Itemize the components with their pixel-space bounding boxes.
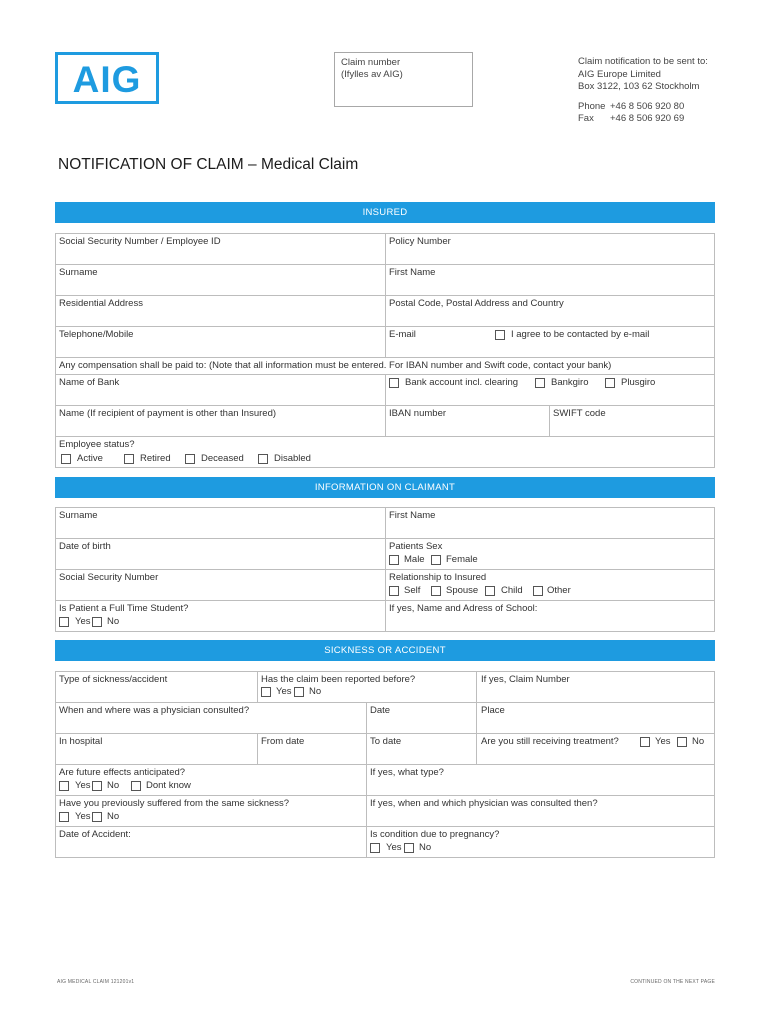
status-disabled-label: Disabled <box>274 453 311 464</box>
pregnancy-no-label: No <box>419 842 432 853</box>
future-dont-know-checkbox[interactable] <box>131 781 141 791</box>
footer-form-name: AIG MEDICAL CLAIM <box>57 979 110 985</box>
previous-physician-label: If yes, when and which physician was consulted then? <box>370 798 598 809</box>
future-yes-label: Yes <box>75 780 91 791</box>
plusgiro-checkbox[interactable] <box>605 378 615 388</box>
relationship-spouse-label: Spouse <box>446 585 479 596</box>
student-no-checkbox[interactable] <box>92 617 102 627</box>
claimant-ssn-label: Social Security Number <box>59 572 159 583</box>
physician-consulted-label: When and where was a physician consulted? <box>59 705 250 716</box>
sex-female-label: Female <box>446 554 478 565</box>
compensation-note: Any compensation shall be paid to: (Note that all information must be entered. For IBAN number and Swift code, contact your bank) <box>59 360 612 371</box>
future-effects-label: Are future effects anticipated? <box>59 767 186 778</box>
reported-yes-checkbox[interactable] <box>261 687 271 697</box>
future-no-label: No <box>107 780 120 791</box>
recipient-name-label: Name (If recipient of payment is other than Insured) <box>59 408 277 419</box>
previous-yes-label: Yes <box>75 811 91 822</box>
insured-phone-label: Telephone/Mobile <box>59 329 134 340</box>
claim-number-note: (Ifylles av AIG) <box>341 69 403 80</box>
status-deceased-checkbox[interactable] <box>185 454 195 464</box>
student-no-label: No <box>107 616 120 627</box>
claimant-firstname-label: First Name <box>389 510 436 521</box>
relationship-spouse-checkbox[interactable] <box>431 586 441 596</box>
consult-place-field[interactable] <box>476 702 715 734</box>
notify-company: AIG Europe Limited <box>578 68 661 80</box>
previous-sickness-label: Have you previously suffered from the same sickness? <box>59 798 290 809</box>
bank-account-label: Bank account incl. clearing <box>405 377 519 388</box>
footer-continued: CONTINUED ON THE NEXT PAGE <box>630 979 715 985</box>
status-retired-label: Retired <box>140 453 171 464</box>
pregnancy-label: Is condition due to pregnancy? <box>370 829 500 840</box>
insured-email-label: E-mail <box>389 329 416 340</box>
status-disabled-checkbox[interactable] <box>258 454 268 464</box>
reported-yes-label: Yes <box>276 686 292 697</box>
relationship-self-label: Self <box>404 585 421 596</box>
notify-title: Claim notification to be sent to: <box>578 56 708 67</box>
bank-name-label: Name of Bank <box>59 377 120 388</box>
claimant-relationship-label: Relationship to Insured <box>389 572 487 583</box>
future-dont-know-label: Dont know <box>146 780 191 791</box>
relationship-child-label: Child <box>501 585 523 596</box>
prior-claim-number-label: If yes, Claim Number <box>481 674 570 685</box>
accident-date-label: Date of Accident: <box>59 829 131 840</box>
future-no-checkbox[interactable] <box>92 781 102 791</box>
phone-label: Phone <box>578 100 606 112</box>
section-bar-claimant: INFORMATION ON CLAIMANT <box>55 477 715 498</box>
sex-male-checkbox[interactable] <box>389 555 399 565</box>
treatment-yes-checkbox[interactable] <box>640 737 650 747</box>
consult-date-label: Date <box>370 705 391 716</box>
insured-ssn-label: Social Security Number / Employee ID <box>59 236 221 247</box>
page-title: NOTIFICATION OF CLAIM – Medical Claim <box>58 156 359 173</box>
insured-firstname-label: First Name <box>389 267 436 278</box>
notify-phone <box>578 101 708 114</box>
notification-address <box>578 56 708 126</box>
section-bar-insured: INSURED <box>55 202 715 223</box>
reported-no-label: No <box>309 686 322 697</box>
iban-label: IBAN number <box>389 408 447 419</box>
relationship-other-label: Other <box>547 585 571 596</box>
insured-surname-label: Surname <box>59 267 98 278</box>
status-retired-checkbox[interactable] <box>124 454 134 464</box>
future-yes-checkbox[interactable] <box>59 781 69 791</box>
student-yes-label: Yes <box>75 616 91 627</box>
insured-surname-field[interactable] <box>55 264 386 296</box>
claim-number-label: Claim number <box>341 57 401 68</box>
status-active-label: Active <box>77 453 103 464</box>
bankgiro-checkbox[interactable] <box>535 378 545 388</box>
fax-value: +46 8 506 920 69 <box>610 113 685 124</box>
in-hospital-label: In hospital <box>59 736 103 747</box>
swift-label: SWIFT code <box>553 408 606 419</box>
notify-address: Box 3122, 103 62 Stockholm <box>578 81 700 92</box>
hospital-from-date-label: From date <box>261 736 305 747</box>
sex-male-label: Male <box>404 554 425 565</box>
previous-no-checkbox[interactable] <box>92 812 102 822</box>
student-yes-checkbox[interactable] <box>59 617 69 627</box>
section-bar-sickness: SICKNESS OR ACCIDENT <box>55 640 715 661</box>
relationship-self-checkbox[interactable] <box>389 586 399 596</box>
reported-before-label: Has the claim been reported before? <box>261 674 416 685</box>
status-deceased-label: Deceased <box>201 453 244 464</box>
claim-number-box[interactable] <box>334 52 473 107</box>
consult-place-label: Place <box>481 705 505 716</box>
claimant-surname-field[interactable] <box>55 507 386 539</box>
aig-logo: AIG <box>55 52 159 104</box>
treatment-no-label: No <box>692 736 705 747</box>
relationship-child-checkbox[interactable] <box>485 586 495 596</box>
future-effects-type-label: If yes, what type? <box>370 767 444 778</box>
hospital-to-date-label: To date <box>370 736 402 747</box>
pregnancy-yes-label: Yes <box>386 842 402 853</box>
bankgiro-label: Bankgiro <box>551 377 589 388</box>
claimant-student-label: Is Patient a Full Time Student? <box>59 603 189 614</box>
claimant-sex-label: Patients Sex <box>389 541 443 552</box>
still-treatment-label: Are you still receiving treatment? <box>481 736 619 747</box>
phone-value: +46 8 506 920 80 <box>610 100 685 112</box>
footer-form-code: 121201v1 <box>110 979 135 985</box>
footer-form-id <box>57 979 134 985</box>
insured-address-label: Residential Address <box>59 298 143 309</box>
agree-email-checkbox[interactable] <box>495 330 505 340</box>
notify-fax <box>578 113 708 126</box>
plusgiro-label: Plusgiro <box>621 377 656 388</box>
bank-account-checkbox[interactable] <box>389 378 399 388</box>
previous-no-label: No <box>107 811 120 822</box>
reported-no-checkbox[interactable] <box>294 687 304 697</box>
treatment-no-checkbox[interactable] <box>677 737 687 747</box>
sex-female-checkbox[interactable] <box>431 555 441 565</box>
relationship-other-checkbox[interactable] <box>533 586 543 596</box>
fax-label: Fax <box>578 113 594 124</box>
status-active-checkbox[interactable] <box>61 454 71 464</box>
insured-policy-label: Policy Number <box>389 236 451 247</box>
employee-status-label: Employee status? <box>59 439 135 450</box>
insured-postal-label: Postal Code, Postal Address and Country <box>389 298 564 309</box>
pregnancy-no-checkbox[interactable] <box>404 843 414 853</box>
sickness-type-label: Type of sickness/accident <box>59 674 168 685</box>
previous-yes-checkbox[interactable] <box>59 812 69 822</box>
claimant-surname-label: Surname <box>59 510 98 521</box>
agree-email-label: I agree to be contacted by e-mail <box>511 329 650 340</box>
claimant-school-label: If yes, Name and Adress of School: <box>389 603 538 614</box>
treatment-yes-label: Yes <box>655 736 671 747</box>
pregnancy-yes-checkbox[interactable] <box>370 843 380 853</box>
claimant-dob-label: Date of birth <box>59 541 111 552</box>
